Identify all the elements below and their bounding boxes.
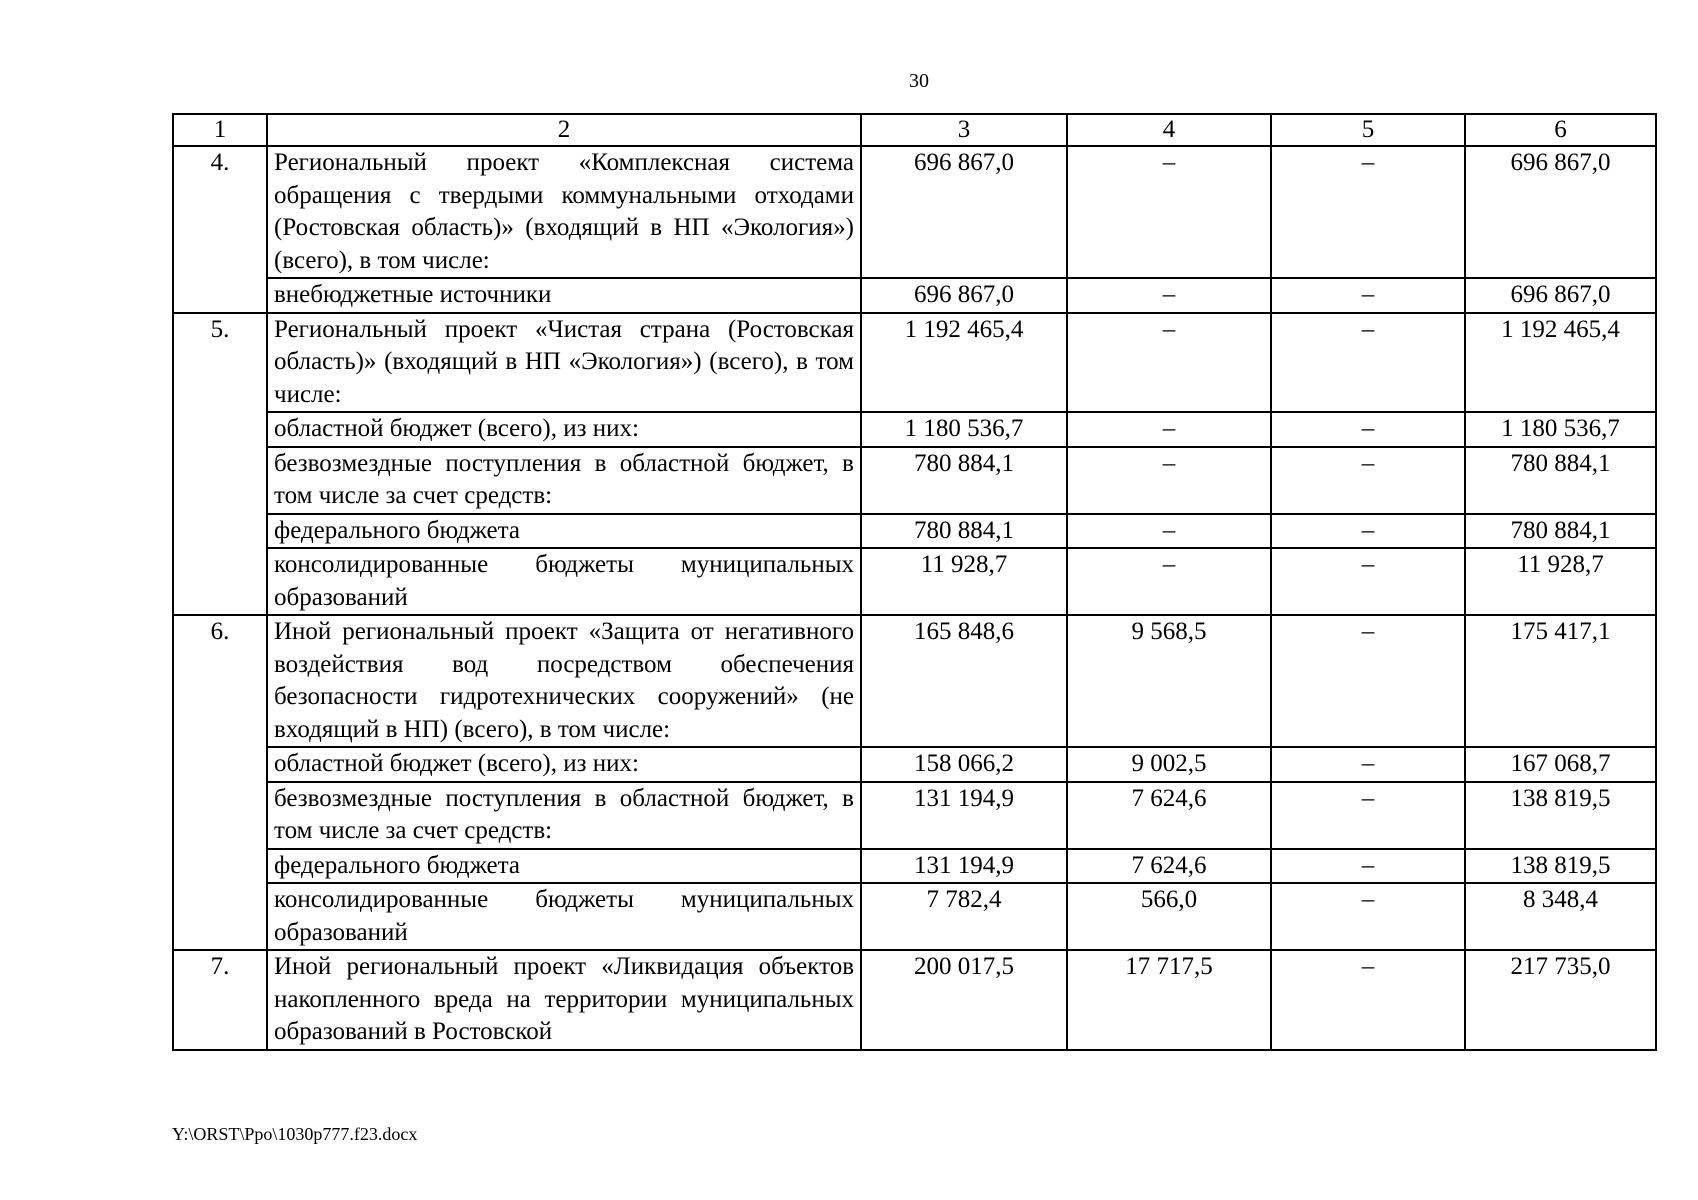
value-cell-c3: 1 180 536,7: [861, 412, 1067, 447]
value-cell-c4: –: [1067, 278, 1271, 313]
value-cell-c6: 138 819,5: [1465, 782, 1656, 849]
value-cell-c6: 696 867,0: [1465, 146, 1656, 278]
value-cell-c6: 780 884,1: [1465, 447, 1656, 514]
value-cell-c5: –: [1271, 146, 1465, 278]
value-cell-c4: –: [1067, 447, 1271, 514]
value-cell-c5: –: [1271, 883, 1465, 950]
value-cell-c5: –: [1271, 278, 1465, 313]
budget-table: [172, 113, 1657, 1051]
value-cell-c4: 566,0: [1067, 883, 1271, 950]
description-cell: федерального бюджета: [267, 849, 861, 884]
value-cell-c3: 696 867,0: [861, 278, 1067, 313]
value-cell-c4: –: [1067, 514, 1271, 549]
value-cell-c3: 165 848,6: [861, 615, 1067, 747]
value-cell-c6: 1 192 465,4: [1465, 313, 1656, 413]
row-number-cell: 5.: [173, 313, 267, 616]
table-row: [173, 447, 1656, 514]
table-row: [173, 278, 1656, 313]
value-cell-c5: –: [1271, 447, 1465, 514]
description-cell: Региональный проект «Комплексная система обращения с твердыми коммунальными отходами (Ростовская область)» (входящий в НП «Экология») (всего), в том числе:: [267, 146, 861, 278]
value-cell-c4: 7 624,6: [1067, 849, 1271, 884]
value-cell-c6: 217 735,0: [1465, 950, 1656, 1050]
description-cell: Региональный проект «Чистая страна (Ростовская область)» (входящий в НП «Экология») (всего), в том числе:: [267, 313, 861, 413]
page-number: 30: [909, 70, 929, 92]
table-row: [173, 146, 1656, 278]
value-cell-c6: 1 180 536,7: [1465, 412, 1656, 447]
value-cell-c5: –: [1271, 313, 1465, 413]
table-row: [173, 782, 1656, 849]
row-number-cell: 6.: [173, 615, 267, 950]
table-row: [173, 747, 1656, 782]
header-cell: 2: [267, 114, 861, 146]
description-cell: внебюджетные источники: [267, 278, 861, 313]
value-cell-c4: 9 002,5: [1067, 747, 1271, 782]
value-cell-c5: –: [1271, 782, 1465, 849]
value-cell-c6: 167 068,7: [1465, 747, 1656, 782]
value-cell-c6: 11 928,7: [1465, 548, 1656, 615]
value-cell-c3: 200 017,5: [861, 950, 1067, 1050]
table-row: [173, 883, 1656, 950]
value-cell-c6: 138 819,5: [1465, 849, 1656, 884]
table-row: [173, 412, 1656, 447]
value-cell-c4: 9 568,5: [1067, 615, 1271, 747]
value-cell-c4: –: [1067, 412, 1271, 447]
value-cell-c6: 175 417,1: [1465, 615, 1656, 747]
value-cell-c5: –: [1271, 548, 1465, 615]
value-cell-c6: 696 867,0: [1465, 278, 1656, 313]
table-row: [173, 514, 1656, 549]
header-cell: 6: [1465, 114, 1656, 146]
row-number-cell: 7.: [173, 950, 267, 1050]
value-cell-c4: –: [1067, 313, 1271, 413]
value-cell-c4: 17 717,5: [1067, 950, 1271, 1050]
value-cell-c5: –: [1271, 514, 1465, 549]
description-cell: федерального бюджета: [267, 514, 861, 549]
table-row: [173, 849, 1656, 884]
value-cell-c3: 7 782,4: [861, 883, 1067, 950]
value-cell-c5: –: [1271, 615, 1465, 747]
table-row: [173, 615, 1656, 747]
value-cell-c3: 158 066,2: [861, 747, 1067, 782]
table-row: [173, 548, 1656, 615]
budget-table-body: [173, 114, 1656, 1050]
description-cell: областной бюджет (всего), из них:: [267, 412, 861, 447]
header-row: [173, 114, 1656, 146]
header-cell: 1: [173, 114, 267, 146]
value-cell-c6: 8 348,4: [1465, 883, 1656, 950]
description-cell: безвозмездные поступления в областной бюджет, в том числе за счет средств:: [267, 447, 861, 514]
value-cell-c3: 1 192 465,4: [861, 313, 1067, 413]
value-cell-c5: –: [1271, 849, 1465, 884]
value-cell-c6: 780 884,1: [1465, 514, 1656, 549]
value-cell-c3: 131 194,9: [861, 849, 1067, 884]
description-cell: Иной региональный проект «Защита от негативного воздействия вод посредством обеспечения безопасности гидротехнических сооружений» (не входящий в НП) (всего), в том числе:: [267, 615, 861, 747]
value-cell-c4: 7 624,6: [1067, 782, 1271, 849]
description-cell: областной бюджет (всего), из них:: [267, 747, 861, 782]
description-cell: безвозмездные поступления в областной бюджет, в том числе за счет средств:: [267, 782, 861, 849]
value-cell-c5: –: [1271, 412, 1465, 447]
value-cell-c4: –: [1067, 548, 1271, 615]
table-row: [173, 950, 1656, 1050]
value-cell-c3: 11 928,7: [861, 548, 1067, 615]
row-number-cell: 4.: [173, 146, 267, 313]
table-row: [173, 313, 1656, 413]
value-cell-c3: 780 884,1: [861, 514, 1067, 549]
description-cell: консолидированные бюджеты муниципальных образований: [267, 548, 861, 615]
value-cell-c3: 696 867,0: [861, 146, 1067, 278]
value-cell-c5: –: [1271, 747, 1465, 782]
value-cell-c3: 780 884,1: [861, 447, 1067, 514]
header-cell: 3: [861, 114, 1067, 146]
description-cell: Иной региональный проект «Ликвидация объектов накопленного вреда на территории муниципальных образований в Ростовской: [267, 950, 861, 1050]
value-cell-c3: 131 194,9: [861, 782, 1067, 849]
header-cell: 5: [1271, 114, 1465, 146]
header-cell: 4: [1067, 114, 1271, 146]
value-cell-c4: –: [1067, 146, 1271, 278]
value-cell-c5: –: [1271, 950, 1465, 1050]
description-cell: консолидированные бюджеты муниципальных образований: [267, 883, 861, 950]
footer-file-path: Y:\ORST\Ppo\1030p777.f23.docx: [172, 1124, 418, 1144]
